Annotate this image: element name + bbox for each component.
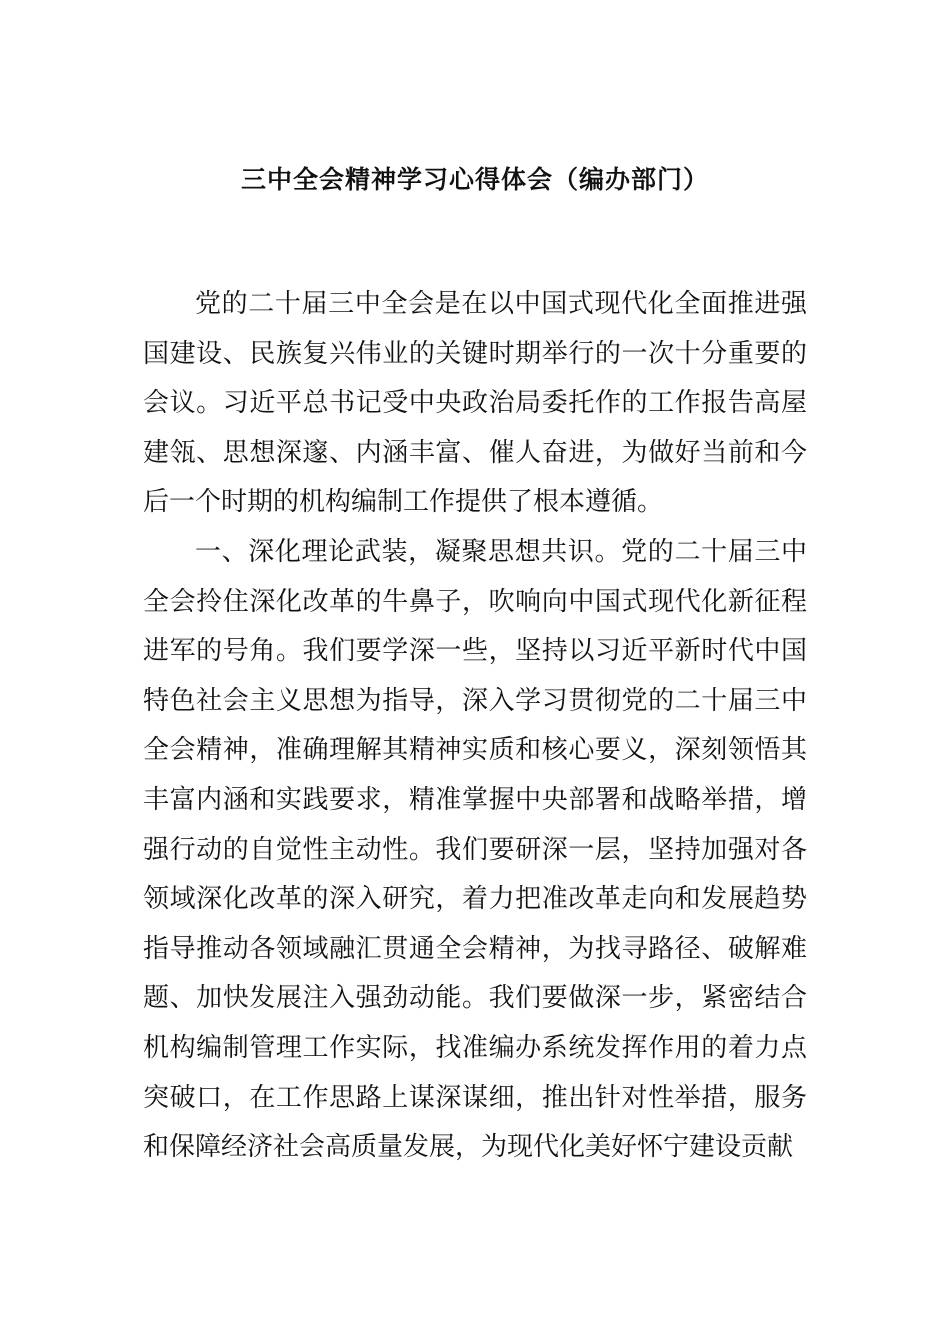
document-body [143, 280, 807, 1173]
paragraph-section-one: 一、深化理论武装，凝聚思想共识。党的二十届三中全会拎住深化改革的牛鼻子，吹响向中国式现代化新征程进军的号角。我们要学深一些，坚持以习近平新时代中国特色社会主义思想为指导，深入学习贯彻党的二十届三中全会精神，准确理解其精神实质和核心要义，深刻领悟其丰富内涵和实践要求，精准掌握中央部署和战略举措，增强行动的自觉性主动性。我们要研深一层，坚持加强对各领域深化改革的深入研究，着力把准改革走向和发展趋势指导推动各领域融汇贯通全会精神，为找寻路径、破解难题、加快发展注入强劲动能。我们要做深一步，紧密结合机构编制管理工作实际，找准编办系统发挥作用的着力点突破口，在工作思路上谋深谋细，推出针对性举措，服务和保障经济社会高质量发展，为现代化美好怀宁建设贡献 [143, 536, 807, 1163]
paragraph-intro: 党的二十届三中全会是在以中国式现代化全面推进强国建设、民族复兴伟业的关键时期举行的一次十分重要的会议。习近平总书记受中央政治局委托作的工作报告高屋建瓴、思想深邃、内涵丰富、催人奋进，为做好当前和今后一个时期的机构编制工作提供了根本遵循。 [143, 289, 807, 518]
document-title: 三中全会精神学习心得体会（编办部门） [240, 165, 709, 194]
